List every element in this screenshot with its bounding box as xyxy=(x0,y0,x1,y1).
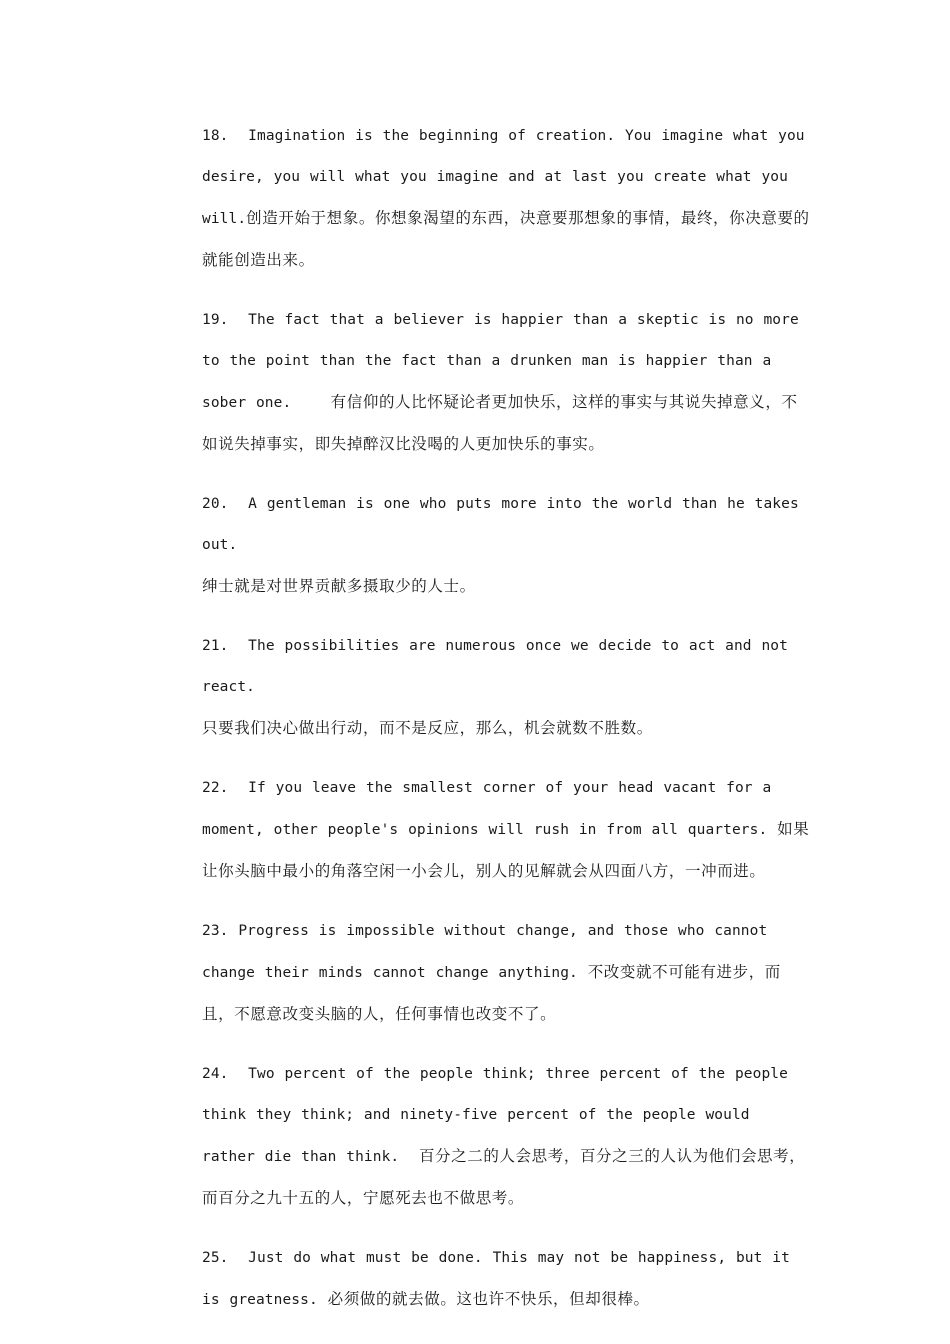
quote-list xyxy=(202,116,815,1339)
quote-21 xyxy=(202,626,810,750)
quote-chinese: 创造开始于想象。你想象渴望的东西，决意要那想象的事情，最终，你决意要的就能创造出来。 xyxy=(202,209,810,269)
quote-number: 23. xyxy=(202,923,229,939)
quote-english: Two percent of the people think; three percent of the people think they think; and ninety-five percent of the people would rather die than think. xyxy=(202,1066,798,1165)
quote-number: 20. xyxy=(202,496,229,512)
quote-chinese: 必须做的就去做。这也许不快乐，但却很棒。 xyxy=(327,1290,650,1308)
quote-english: Just do what must be done. This may not be happiness, but it is greatness. xyxy=(202,1250,800,1308)
quote-19 xyxy=(202,300,810,466)
quote-english: The possibilities are numerous once we decide to act and not react. xyxy=(202,638,798,695)
quote-chinese: 不改变就不可能有进步，而且，不愿意改变头脑的人，任何事情也改变不了。 xyxy=(202,963,781,1023)
quote-24 xyxy=(202,1054,810,1220)
quote-number: 21. xyxy=(202,638,229,654)
quote-number: 24. xyxy=(202,1066,229,1082)
quote-english: If you leave the smallest corner of your head vacant for a moment, other people's opinions will rush in from all quarters. xyxy=(202,780,782,838)
quote-20 xyxy=(202,484,810,608)
quote-number: 18. xyxy=(202,128,229,144)
quote-22 xyxy=(202,768,810,893)
quote-number: 19. xyxy=(202,312,229,328)
quote-18 xyxy=(202,116,815,282)
quote-english: A gentleman is one who puts more into the world than he takes out. xyxy=(202,496,809,553)
quote-chinese: 有信仰的人比怀疑论者更加快乐，这样的事实与其说失掉意义，不如说失掉事实，即失掉醉汉比没喝的人更加快乐的事实。 xyxy=(202,393,798,453)
quote-english: Progress is impossible without change, and those who cannot change their minds cannot change anything. xyxy=(202,923,778,981)
quote-chinese: 如果让你头脑中最小的角落空闲一小会儿，别人的见解就会从四面八方，一冲而进。 xyxy=(202,820,810,880)
quote-chinese: 只要我们决心做出行动，而不是反应，那么，机会就数不胜数。 xyxy=(202,719,653,737)
quote-23 xyxy=(202,911,810,1036)
quote-number: 22. xyxy=(202,780,229,796)
quote-chinese: 百分之二的人会思考，百分之三的人认为他们会思考，而百分之九十五的人，宁愿死去也不做思考。 xyxy=(202,1147,806,1207)
quote-25 xyxy=(202,1238,810,1321)
quote-english: The fact that a believer is happier than a skeptic is no more to the point than the fact than a drunken man is happier than a sober one. xyxy=(202,312,809,411)
quote-chinese: 绅士就是对世界贡献多摄取少的人士。 xyxy=(202,577,476,595)
quote-english: Imagination is the beginning of creation. You imagine what you desire, you will what you imagine and at last you create what you will. xyxy=(202,128,815,227)
quote-number: 25. xyxy=(202,1250,229,1266)
